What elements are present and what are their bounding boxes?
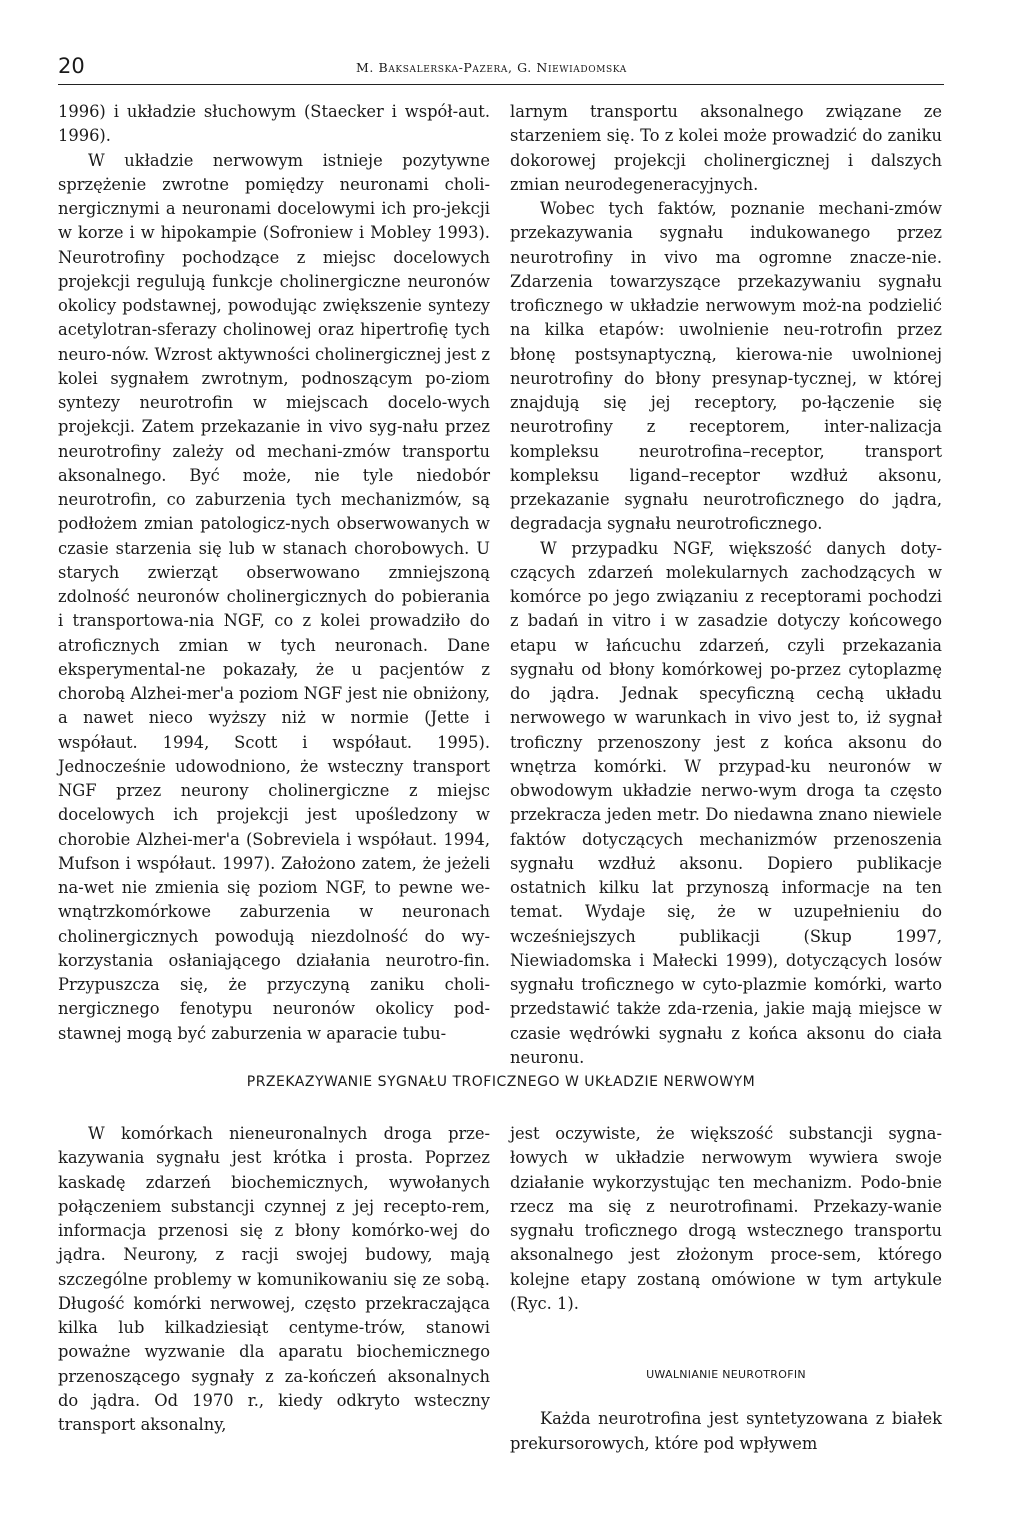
subsection-heading: UWALNIANIE NEUROTROFIN: [646, 1368, 806, 1381]
column-1: [58, 100, 490, 1046]
paragraph: W przypadku NGF, większość danych doty-czących zdarzeń molekularnych zachodzących w komórce po jego związaniu z receptorami pochodzi z badań in vitro i w zasadzie dotyczy końcowego etapu w łańcuchu zdarzeń, czyli przekazania sygnału od błony komórkowej po-przez cytoplazmę do jądra. Jednak specyficzną cechą układu nerwowego w warunkach in vivo jest to, iż sygnał troficzny przenoszony jest z końca aksonu do wnętrza komórki. W przypad-ku neuronów w obwodowym układzie nerwo-wym droga ta często przekracza jeden metr. Do niedawna znano niewiele faktów dotyczących mechanizmów przenoszenia sygnału wzdłuż aksonu. Dopiero publikacje ostatnich kilku lat przynoszą informacje na ten temat. Wydaje się, że w uzupełnieniu do wcześniejszych publikacji (Skup 1997, Niewiadomska i Małecki 1999), dotyczących losów sygnału troficznego w cyto-plazmie komórki, warto przedstawić także zda-rzenia, jakie mają miejsce w czasie wędrówki sygnału z końca aksonu do ciała neuronu.: [510, 538, 942, 1067]
paragraph: larnym transportu aksonalnego związane ze starzeniem się. To z kolei może prowadzić do zaniku dokorowej projekcji cholinergicznej i dalszych zmian neurodegeneracyjnych.: [510, 102, 942, 194]
page-number: 20: [58, 54, 85, 78]
paragraph: jest oczywiste, że większość substancji sygna-łowych w układzie nerwowym wywiera swoje działanie wykorzystując ten mechanizm. Podo-bnie rzecz ma się z neurotrofinami. Przekazy-wanie sygnału troficznego drogą wstecznego transportu aksonalnego jest złożonym proce-sem, którego kolejne etapy zostaną omówione w tym artykule (Ryc. 1).: [510, 1124, 942, 1313]
column-2: [510, 100, 942, 1070]
paragraph: W komórkach nieneuronalnych droga prze-kazywania sygnału jest krótka i prosta. Poprzez kaskadę zdarzeń biochemicznych, wywołanych połączeniem substancji czynnej z jej recepto-rem, informacja przenosi się z błony komórko-wej do jądra. Neurony, z racji swojej budowy, mają szczególne problemy w komunikowaniu się ze sobą. Długość komórki nerwowej, często przekraczająca kilka lub kilkadziesiąt centyme-trów, stanowi poważne wyzwanie dla aparatu biochemicznego przenoszącego sygnały z za-kończeń aksonalnych do jądra. Od 1970 r., kiedy odkryto wsteczny transport aksonalny,: [58, 1124, 490, 1434]
paragraph: 1996) i układzie słuchowym (Staecker i współ-aut. 1996).: [58, 102, 490, 146]
column-4: [510, 1122, 942, 1456]
column-3: [58, 1122, 490, 1437]
running-head: M. Baksalerska-Pazera, G. Niewiadomska: [356, 60, 627, 75]
page-header: [58, 54, 944, 85]
paragraph: Każda neurotrofina jest syntetyzowana z białek prekursorowych, które pod wpływem: [510, 1409, 942, 1453]
paragraph: Wobec tych faktów, poznanie mechani-zmów przekazywania sygnału indukowanego przez neurotrofiny in vivo ma ogromne znacze-nie. Zdarzenia towarzyszące przekazywaniu sygnału troficznego w układzie nerwowym moż-na podzielić na kilka etapów: uwolnienie neu-rotrofin przez błonę postsynaptyczną, kierowa-nie uwolnionej neurotrofiny do błony presynap-tycznej, w której znajdują się jej receptory, po-łączenie się neurotrofiny z receptorem, inter-nalizacja kompleksu neurotrofina–receptor, transport kompleksu ligand–receptor wzdłuż aksonu, przekazanie sygnału neurotroficznego do jądra, degradacja sygnału neurotroficznego.: [510, 199, 942, 534]
section-heading: PRZEKAZYWANIE SYGNAŁU TROFICZNEGO W UKŁADZIE NERWOWYM: [246, 1074, 756, 1090]
paragraph: W układzie nerwowym istnieje pozytywne sprzężenie zwrotne pomiędzy neuronami choli-nergicznymi a neuronami docelowymi ich pro-jekcji w korze i w hipokampie (Sofroniew i Mobley 1993). Neurotrofiny pochodzące z miejsc docelowych projekcji regulują funkcje cholinergiczne neuronów okolicy podstawnej, powodując zwiększenie syntezy acetylotran-sferazy cholinowej oraz hipertrofię tych neuro-nów. Wzrost aktywności cholinergicznej jest z kolei sygnałem zwrotnym, podnoszącym po-ziom syntezy neurotrofin w miejscach docelo-wych projekcji. Zatem przekazanie in vivo syg-nału przez neurotrofiny zależy od mechani-zmów transportu aksonalnego. Być może, nie tyle niedobór neurotrofin, co zaburzenia tych mechanizmów, są podłożem zmian patologicz-nych obserwowanych w czasie starzenia się lub w stanach chorobowych. U starych zwierząt obserwowano zmniejszoną zdolność neuronów cholinergicznych do pobierania i transportowa-nia NGF, co z kolei prowadziło do atroficznych zmian w tych neuronach. Dane eksperymental-ne pokazały, że u pacjentów z chorobą Alzhei-mer'a poziom NGF jest nie obniżony, a nawet nieco wyższy niż w normie (Jette i współaut. 1994, Scott i współaut. 1995). Jednocześnie udowodniono, że wsteczny transport NGF przez neurony cholinergiczne z miejsc docelowych ich projekcji jest upośledzony w chorobie Alzhei-mer'a (Sobreviela i współaut. 1994, Mufson i współaut. 1997). Założono zatem, że jeżeli na-wet nie zmienia się poziom NGF, to pewne we-wnątrzkomórkowe zaburzenia w neuronach cholinergicznych powodują niezdolność do wy-korzystania osłaniającego działania neurotro-fin. Przypuszcza się, że przyczyną zaniku choli-nergicznego fenotypu neuronów okolicy pod-stawnej mogą być zaburzenia w aparacie tubu-: [58, 150, 490, 1043]
